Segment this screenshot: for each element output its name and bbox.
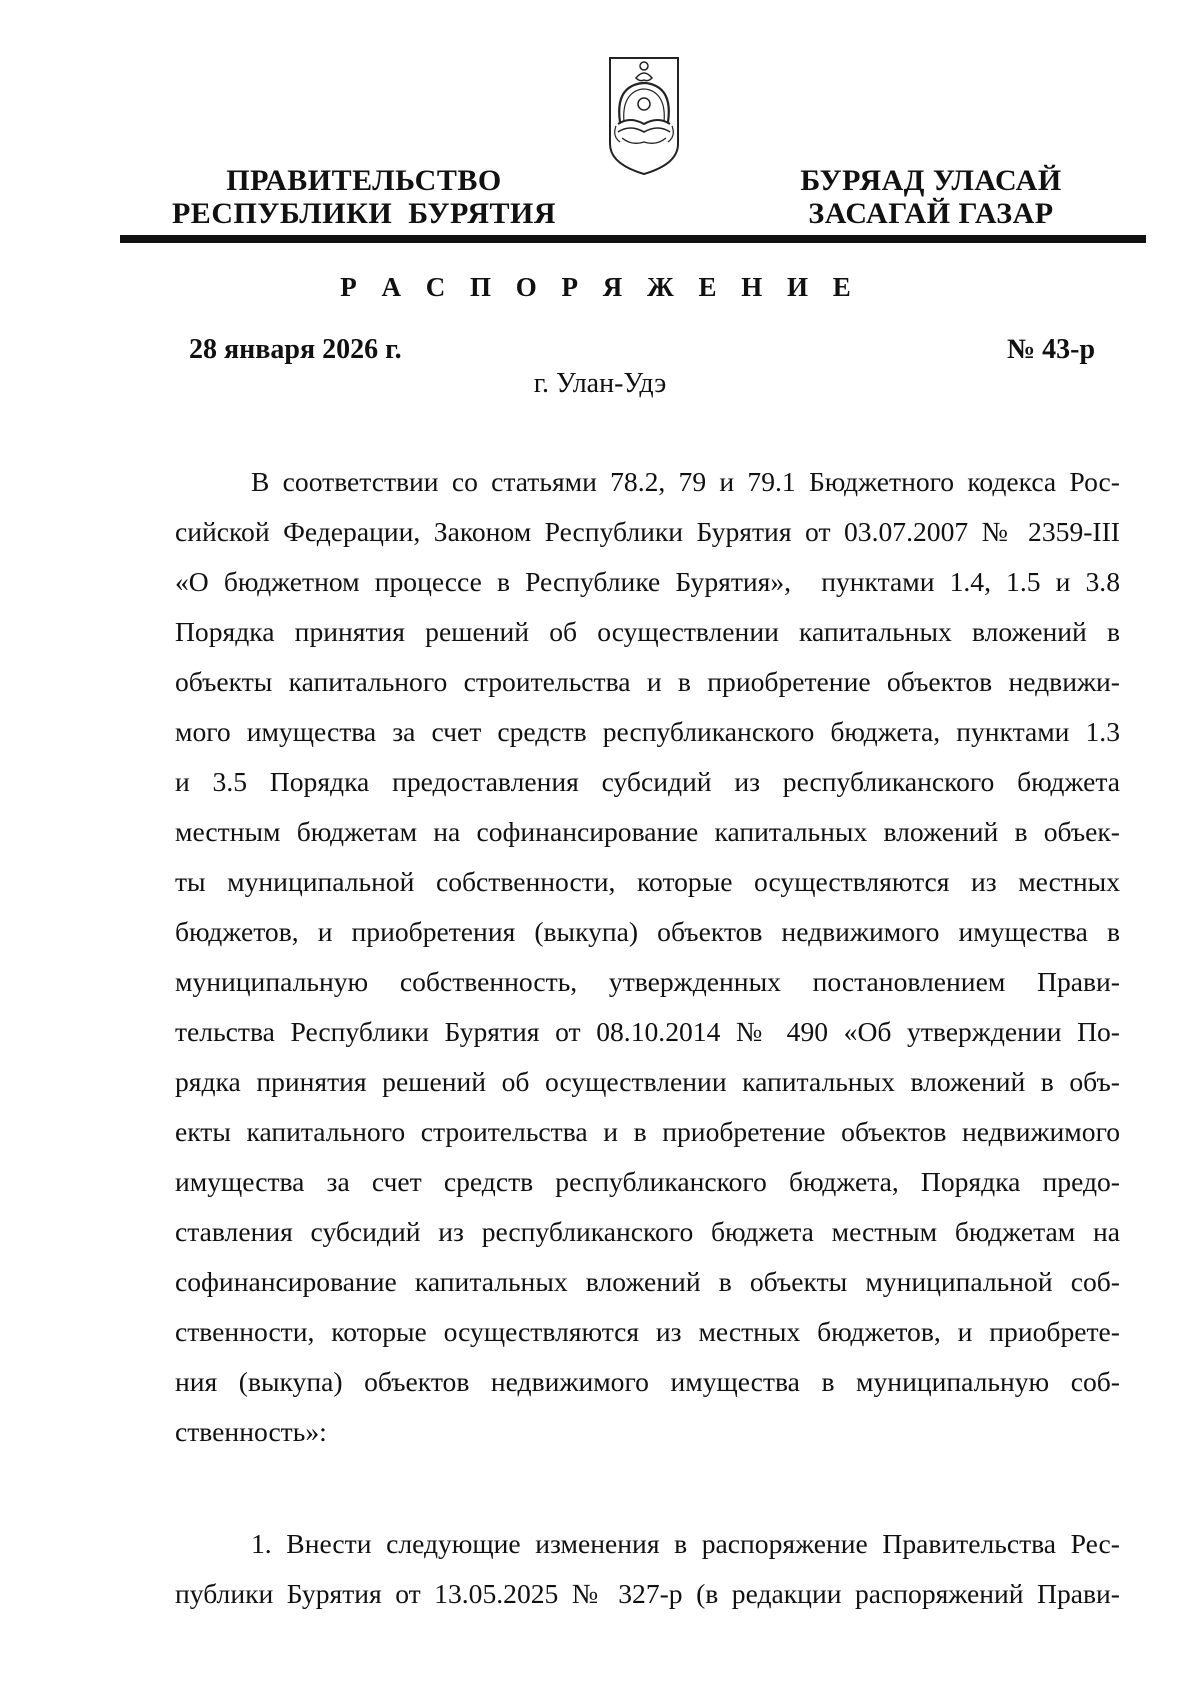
org-name-buryat-line-1: БУРЯАД УЛАСАЙ [800, 164, 1062, 197]
body-line: Порядка принятия решений об осуществлении капитальных вложений в [175, 616, 1120, 647]
body-line: екты капитального строительства и в приобретение объектов недвижимого [175, 1116, 1120, 1147]
body-line: имущества за счет средств республиканского бюджета, Порядка предо- [175, 1166, 1120, 1197]
body-line: рядка принятия решений об осуществлении капитальных вложений в объ- [175, 1066, 1120, 1097]
body-line: и 3.5 Порядка предоставления субсидий из республиканского бюджета [175, 766, 1120, 797]
org-name-russian [166, 164, 562, 230]
body-line: тельства Республики Бурятия от 08.10.2014 № 490 «Об утверждении По- [175, 1016, 1120, 1047]
header-divider [120, 235, 1146, 243]
body-line: мого имущества за счет средств республиканского бюджета, пунктами 1.3 [175, 716, 1120, 747]
body-line: ставления субсидий из республиканского бюджета местным бюджетам на [175, 1216, 1120, 1247]
org-name-buryat [786, 164, 1076, 230]
org-name-russian-line-2: РЕСПУБЛИКИ БУРЯТИЯ [171, 197, 557, 230]
body-line: «О бюджетном процессе в Республике Бурятия», пунктами 1.4, 1.5 и 3.8 [175, 566, 1120, 597]
document-city: г. Улан-Удэ [533, 368, 667, 399]
paragraph-gap [175, 1457, 1120, 1519]
body-line: В соответствии со статьями 78.2, 79 и 79.1 Бюджетного кодекса Рос- [251, 466, 1120, 497]
document-number: № 43-р [1007, 334, 1096, 365]
body-line: местным бюджетам на софинансирование капитальных вложений в объек- [175, 816, 1120, 847]
document-type-title: Р А С П О Р Я Ж Е Н И Е [340, 272, 860, 302]
org-name-russian-line-1: ПРАВИТЕЛЬСТВО [226, 164, 502, 197]
body-line: объекты капитального строительства и в приобретение объектов недвижи- [175, 666, 1120, 697]
body-line: ты муниципальной собственности, которые осуществляются из местных [175, 866, 1120, 897]
document-body [175, 457, 1120, 1619]
body-line: муниципальную собственность, утвержденных постановлением Прави- [175, 966, 1120, 997]
body-line: ственность»: [175, 1416, 327, 1447]
body-line: сийской Федерации, Законом Республики Бурятия от 03.07.2007 № 2359-III [175, 516, 1120, 547]
item-line: 1. Внести следующие изменения в распоряжение Правительства Рес- [251, 1528, 1120, 1559]
body-line: софинансирование капитальных вложений в объекты муниципальной соб- [175, 1266, 1120, 1297]
body-line: бюджетов, и приобретения (выкупа) объектов недвижимого имущества в [175, 916, 1120, 947]
body-line: ственности, которые осуществляются из местных бюджетов, и приобрете- [175, 1316, 1120, 1347]
coat-of-arms-icon [606, 52, 682, 178]
org-name-buryat-line-2: ЗАСАГАЙ ГАЗАР [808, 197, 1054, 230]
document-date: 28 января 2026 г. [189, 334, 402, 365]
item-line: публики Бурятия от 13.05.2025 № 327-р (в редакции распоряжений Прави- [175, 1578, 1120, 1609]
body-line: ния (выкупа) объектов недвижимого имущества в муниципальную соб- [175, 1366, 1120, 1397]
